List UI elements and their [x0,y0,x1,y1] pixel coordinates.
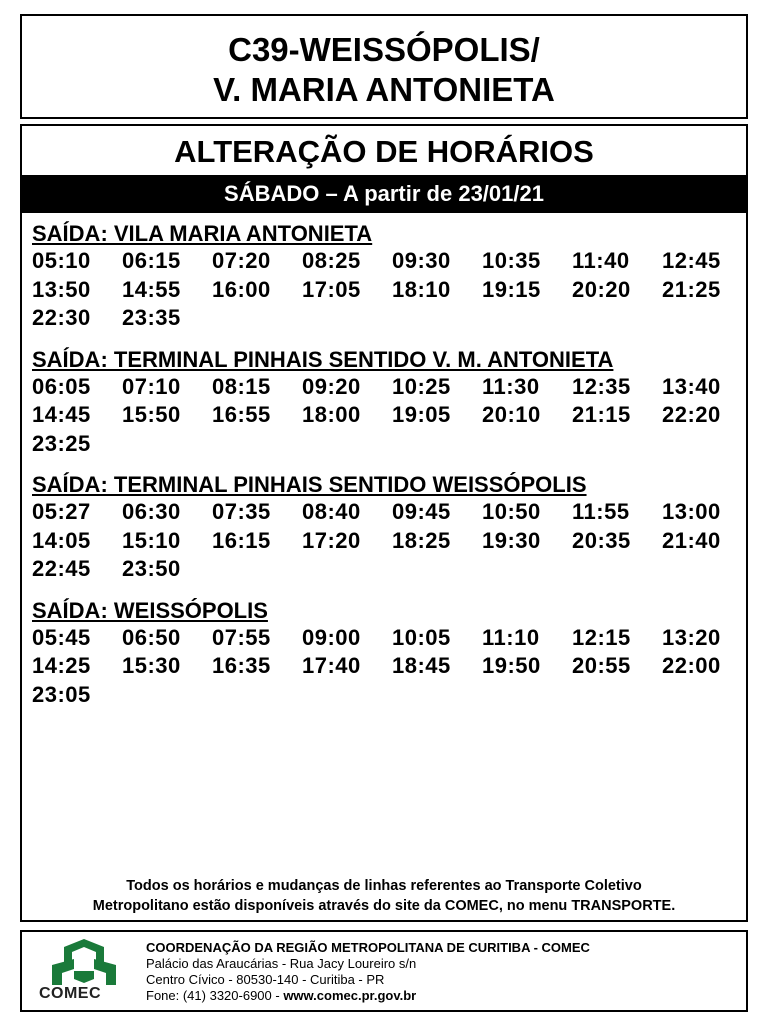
departure-time: 16:55 [212,402,271,427]
departure-time: 19:30 [482,527,541,553]
departure-time: 11:30 [482,373,540,399]
departure-time: 12:15 [572,624,631,650]
departure-time: 20:35 [572,527,631,553]
agency-contact [146,988,590,1004]
departure-time: 15:30 [122,653,181,678]
footer-note [22,876,746,916]
logo-text: COMEC [38,985,102,1002]
departure-time: 16:35 [212,653,271,678]
route-title-line-2: V. MARIA ANTONIETA [213,71,555,108]
departure-time: 19:15 [482,276,541,302]
departure-time: 18:45 [392,653,451,678]
departure-time: 09:45 [392,499,451,524]
departure-time: 13:00 [662,499,721,524]
section-title: SAÍDA: TERMINAL PINHAIS SENTIDO V. M. ANTONIETA [32,346,614,372]
section-title: SAÍDA: TERMINAL PINHAIS SENTIDO WEISSÓPOLIS [32,472,587,497]
departure-time: 21:25 [662,276,721,302]
departure-time: 18:00 [302,402,361,427]
departure-time: 07:10 [122,373,181,399]
departure-time: 10:25 [392,373,451,399]
departure-times [32,247,748,333]
departure-times [32,373,748,459]
agency-info [146,940,590,1004]
departure-time: 10:05 [392,624,451,650]
agency-address-2: Centro Cívico - 80530-140 - Curitiba - PR [146,972,385,987]
departure-time: 07:20 [212,248,271,273]
departure-time: 23:05 [32,681,91,707]
departure-time: 14:25 [32,653,91,678]
departure-time: 13:40 [662,373,721,399]
departure-time: 07:35 [212,499,271,524]
route-title-box [20,14,748,119]
agency-box [20,930,748,1012]
departure-time: 11:55 [572,499,630,524]
departure-time: 20:55 [572,653,631,678]
footer-note-line-1: Todos os horários e mudanças de linhas referentes ao Transporte Coletivo [126,878,642,894]
departure-time: 06:30 [122,499,181,524]
departure-time: 05:45 [32,624,91,650]
agency-website-link[interactable]: www.comec.pr.gov.br [283,988,417,1003]
departure-time: 16:15 [212,527,271,553]
departure-time: 09:30 [392,248,451,273]
departure-time: 08:25 [302,248,361,273]
schedule-section [22,221,746,333]
departure-time: 18:25 [392,527,451,553]
departure-time: 22:00 [662,653,721,678]
footer-note-line-2: Metropolitano estão disponíveis através do site da COMEC, no menu TRANSPORTE. [92,898,676,914]
departure-time: 23:25 [32,430,91,456]
departure-time: 22:45 [32,556,91,581]
schedule-section [22,347,746,459]
departure-time: 06:05 [32,373,91,399]
departure-time: 18:10 [392,276,451,302]
departure-time: 16:00 [212,276,271,302]
agency-phone: Fone: (41) 3320-6900 - [146,988,284,1003]
departure-time: 14:55 [122,276,181,302]
schedule-section [22,472,746,584]
departure-times [32,624,748,710]
departure-time: 21:40 [662,527,721,553]
departure-times [32,498,748,584]
departure-time: 11:40 [572,248,630,273]
departure-time: 20:10 [482,402,541,427]
departure-time: 14:05 [32,527,91,553]
departure-time: 23:35 [122,305,181,330]
departure-time: 10:35 [482,248,541,273]
departure-time: 21:15 [572,402,631,427]
departure-time: 23:50 [122,556,181,581]
departure-time: 19:05 [392,402,451,427]
departure-time: 17:20 [302,527,361,553]
departure-time: 09:20 [302,373,361,399]
departure-time: 07:55 [212,624,271,650]
departure-time: 15:50 [122,402,181,427]
departure-time: 10:50 [482,499,541,524]
departure-time: 06:15 [122,248,181,273]
departure-time: 20:20 [572,276,631,302]
agency-name: COORDENAÇÃO DA REGIÃO METROPOLITANA DE CURITIBA - COMEC [146,940,590,955]
departure-time: 12:35 [572,373,631,399]
departure-time: 12:45 [662,248,721,273]
departure-time: 08:15 [212,373,271,399]
departure-time: 22:20 [662,402,721,427]
departure-time: 22:30 [32,305,91,330]
departure-time: 14:45 [32,402,91,427]
schedule-sections [22,221,746,709]
route-title-line-1: C39-WEISSÓPOLIS/ [228,31,540,68]
departure-time: 19:50 [482,653,541,678]
departure-time: 15:10 [122,527,181,553]
departure-time: 13:20 [662,624,721,650]
departure-time: 06:50 [122,624,181,650]
schedule-section [22,598,746,710]
departure-time: 17:05 [302,276,361,302]
section-title: SAÍDA: WEISSÓPOLIS [32,597,268,623]
schedule-box [20,124,748,922]
notice-heading: ALTERAÇÃO DE HORÁRIOS [174,134,594,169]
departure-time: 05:27 [32,499,91,524]
departure-time: 11:10 [482,624,540,650]
departure-time: 17:40 [302,653,361,678]
agency-address-1: Palácio das Araucárias - Rua Jacy Loureiro s/n [146,956,417,971]
day-banner: SÁBADO – A partir de 23/01/21 [22,175,746,213]
departure-time: 05:10 [32,248,91,273]
departure-time: 09:00 [302,624,361,650]
section-title: SAÍDA: VILA MARIA ANTONIETA [32,221,373,246]
departure-time: 13:50 [32,276,91,302]
departure-time: 08:40 [302,499,361,524]
